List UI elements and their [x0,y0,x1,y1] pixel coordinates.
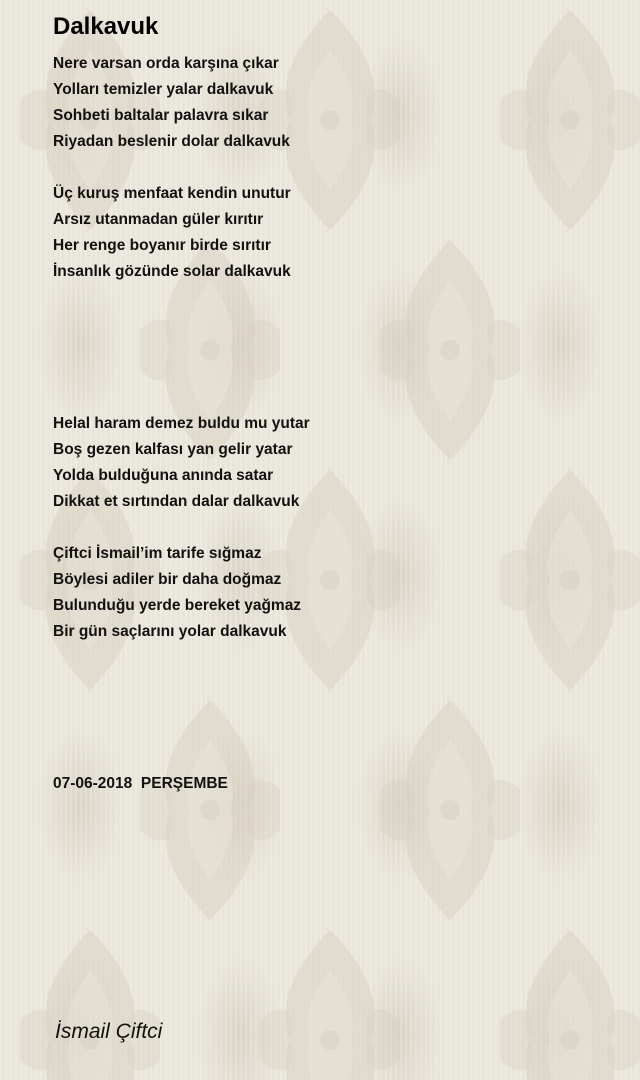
poem-line: İnsanlık gözünde solar dalkavuk [53,263,291,280]
poem-line: Dikkat et sırtından dalar dalkavuk [53,493,300,510]
poem-line: Böylesi adiler bir daha doğmaz [53,571,282,588]
poem-line: Her renge boyanır birde sırıtır [53,237,271,254]
poem-date: 07-06-2018 PERŞEMBE [53,775,228,792]
poem-line: Helal haram demez buldu mu yutar [53,415,310,432]
poem-line: Bir gün saçlarını yolar dalkavuk [53,623,287,640]
poem-line: Arsız utanmadan güler kırıtır [53,211,264,228]
poem-line: Yolda bulduğuna anında satar [53,467,274,484]
poem-line: Çiftci İsmail’im tarife sığmaz [53,545,262,562]
poem-line: Bulunduğu yerde bereket yağmaz [53,597,302,614]
poem-author: İsmail Çiftci [55,1020,163,1043]
poem-line: Yolları temizler yalar dalkavuk [53,81,274,98]
poem-line: Boş gezen kalfası yan gelir yatar [53,441,293,458]
poem-title: Dalkavuk [53,13,159,40]
poem-line: Üç kuruş menfaat kendin unutur [53,185,291,202]
poem-line: Sohbeti baltalar palavra sıkar [53,107,269,124]
poem-line: Riyadan beslenir dolar dalkavuk [53,133,290,150]
poem-line: Nere varsan orda karşına çıkar [53,55,279,72]
